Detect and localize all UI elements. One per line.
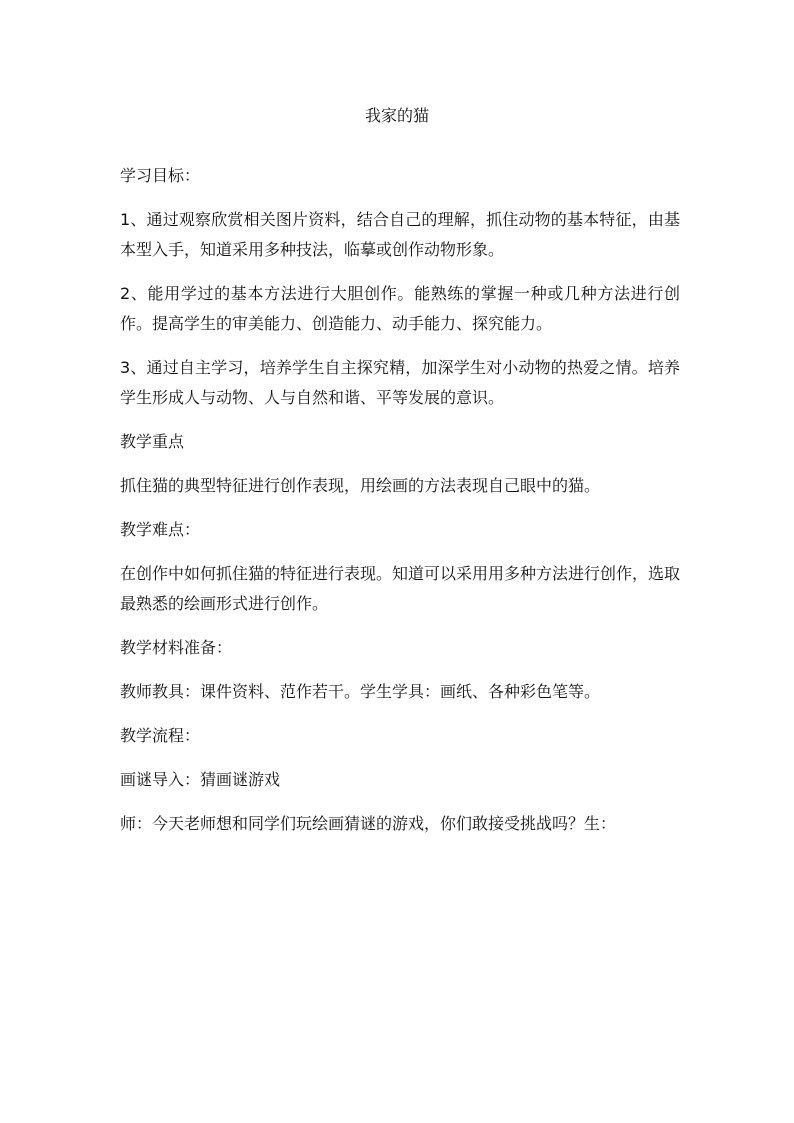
section-heading-process: 教学流程： — [120, 726, 201, 745]
section-heading-difficulties: 教学难点： — [120, 520, 201, 539]
section-heading-learning-goals: 学习目标： — [120, 166, 201, 185]
teacher-dialogue-paragraph: 师：今天老师想和同学们玩绘画猜谜的游戏，你们敢接受挑战吗？生： — [120, 814, 617, 833]
key-points-paragraph: 抓住猫的典型特征进行创作表现，用绘画的方法表现自己眼中的猫。 — [120, 476, 601, 495]
materials-paragraph: 教师教具：课件资料、范作若干。学生学具：画纸、各种彩色笔等。 — [120, 682, 601, 701]
difficulties-paragraph: 在创作中如何抓住猫的特征进行表现。知道可以采用用多种方法进行创作，选取最熟悉的绘画形式进行创作。 — [120, 564, 681, 613]
goal-paragraph-1: 1、通过观察欣赏相关图片资料，结合自己的理解，抓住动物的基本特征，由基本型入手，知道采用多种技法，临摹或创作动物形象。 — [120, 210, 680, 259]
process-intro-paragraph: 画谜导入：猜画谜游戏 — [120, 770, 281, 789]
goal-paragraph-2: 2、能用学过的基本方法进行大胆创作。能熟练的掌握一种或几种方法进行创作。提高学生的审美能力、创造能力、动手能力、探究能力。 — [120, 284, 680, 333]
document-body — [120, 161, 680, 853]
section-heading-materials: 教学材料准备： — [120, 638, 233, 657]
section-heading-key-points: 教学重点 — [120, 432, 185, 451]
document-title: 我家的猫 — [364, 106, 429, 125]
goal-paragraph-3: 3、通过自主学习，培养学生自主探究精，加深学生对小动物的热爱之情。培养学生形成人与动物、人与自然和谐、平等发展的意识。 — [120, 358, 680, 407]
